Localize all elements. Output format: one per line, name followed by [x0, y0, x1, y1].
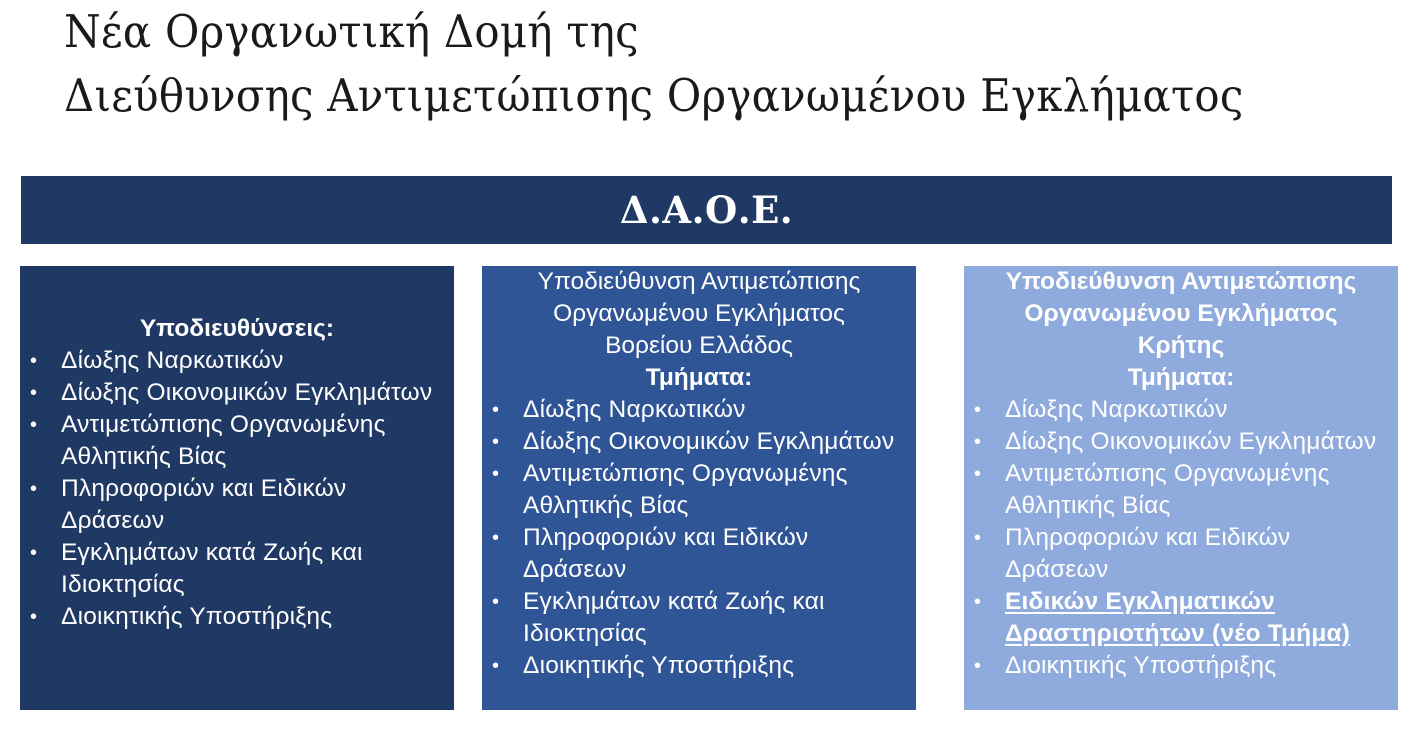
list-item: • Αντιμετώπισης Οργανωμένης Αθλητικής Βίας [30, 411, 386, 470]
list-item: • Δίωξης Ναρκωτικών [482, 394, 916, 426]
bullet-icon: • [492, 527, 500, 549]
box-subheading: Τμήματα: [1127, 364, 1235, 391]
bullet-icon: • [974, 591, 982, 613]
title-line-2: Διεύθυνσης Αντιμετώπισης Οργανωμένου Εγκλήματος [64, 69, 1244, 122]
list-item: • Εγκλημάτων κατά Ζωής και Ιδιοκτησίας [30, 539, 363, 598]
list-item: • Διοικητικής Υποστήριξης [20, 601, 454, 633]
bullet-icon: • [974, 431, 982, 453]
bullet-icon: • [492, 655, 500, 677]
box-subheading: Τμήματα: [645, 364, 753, 391]
banner-label: Δ.Α.Ο.Ε. [619, 188, 794, 232]
bullet-icon: • [30, 478, 38, 500]
crete-box [964, 266, 1398, 710]
bullet-icon: • [974, 527, 982, 549]
box-heading-line: Οργανωμένου Εγκλήματος [553, 300, 845, 327]
box-heading-line: Υποδιεύθυνση Αντιμετώπισης [1005, 268, 1357, 295]
bullet-icon: • [30, 606, 38, 628]
list-item: • Διοικητικής Υποστήριξης [482, 650, 916, 682]
bullet-icon: • [30, 414, 38, 436]
list-item: • Πληροφοριών και Ειδικών Δράσεων [974, 524, 1291, 583]
list-item: • Πληροφοριών και Ειδικών Δράσεων [492, 524, 809, 583]
bullet-icon: • [492, 431, 500, 453]
daoe-banner [21, 176, 1392, 244]
subdirectorates-box [20, 266, 454, 710]
box-heading-line: Οργανωμένου Εγκλήματος [1024, 300, 1338, 327]
bullet-icon: • [974, 655, 982, 677]
list-item: • Δίωξης Οικονομικών Εγκλημάτων [964, 426, 1398, 458]
box-heading-line: Υποδιεύθυνση Αντιμετώπισης [537, 268, 861, 295]
box-heading-line: Κρήτης [1137, 332, 1225, 359]
page-title [64, 0, 1244, 128]
bullet-icon: • [492, 463, 500, 485]
departments-list [482, 394, 916, 682]
list-item: • Εγκλημάτων κατά Ζωής και Ιδιοκτησίας [492, 588, 825, 647]
bullet-icon: • [492, 399, 500, 421]
new-department-item: • Ειδικών Εγκληματικών Δραστηριοτήτων (νέο Τμήμα) [974, 588, 1351, 647]
box-subheading: Υποδιευθύνσεις: [139, 315, 335, 342]
list-item: • Διοικητικής Υποστήριξης [964, 650, 1398, 682]
title-line-1: Νέα Οργανωτική Δομή της [64, 5, 639, 58]
list-item: • Δίωξης Ναρκωτικών [20, 345, 454, 377]
box-heading-line: Βορείου Ελλάδος [605, 332, 793, 359]
list-item: • Δίωξης Ναρκωτικών [964, 394, 1398, 426]
list-item: • Πληροφοριών και Ειδικών Δράσεων [30, 475, 347, 534]
bullet-icon: • [30, 350, 38, 372]
bullet-icon: • [974, 399, 982, 421]
north-greece-box [482, 266, 916, 710]
list-item: • Αντιμετώπισης Οργανωμένης Αθλητικής Βίας [974, 460, 1330, 519]
bullet-icon: • [30, 382, 38, 404]
bullet-icon: • [974, 463, 982, 485]
list-item: • Δίωξης Οικονομικών Εγκλημάτων [20, 377, 454, 409]
bullet-icon: • [492, 591, 500, 613]
bullet-icon: • [30, 542, 38, 564]
list-item: • Δίωξης Οικονομικών Εγκλημάτων [482, 426, 916, 458]
subdirectorates-list [20, 345, 454, 633]
list-item: • Αντιμετώπισης Οργανωμένης Αθλητικής Βίας [492, 460, 848, 519]
departments-list [964, 394, 1398, 682]
